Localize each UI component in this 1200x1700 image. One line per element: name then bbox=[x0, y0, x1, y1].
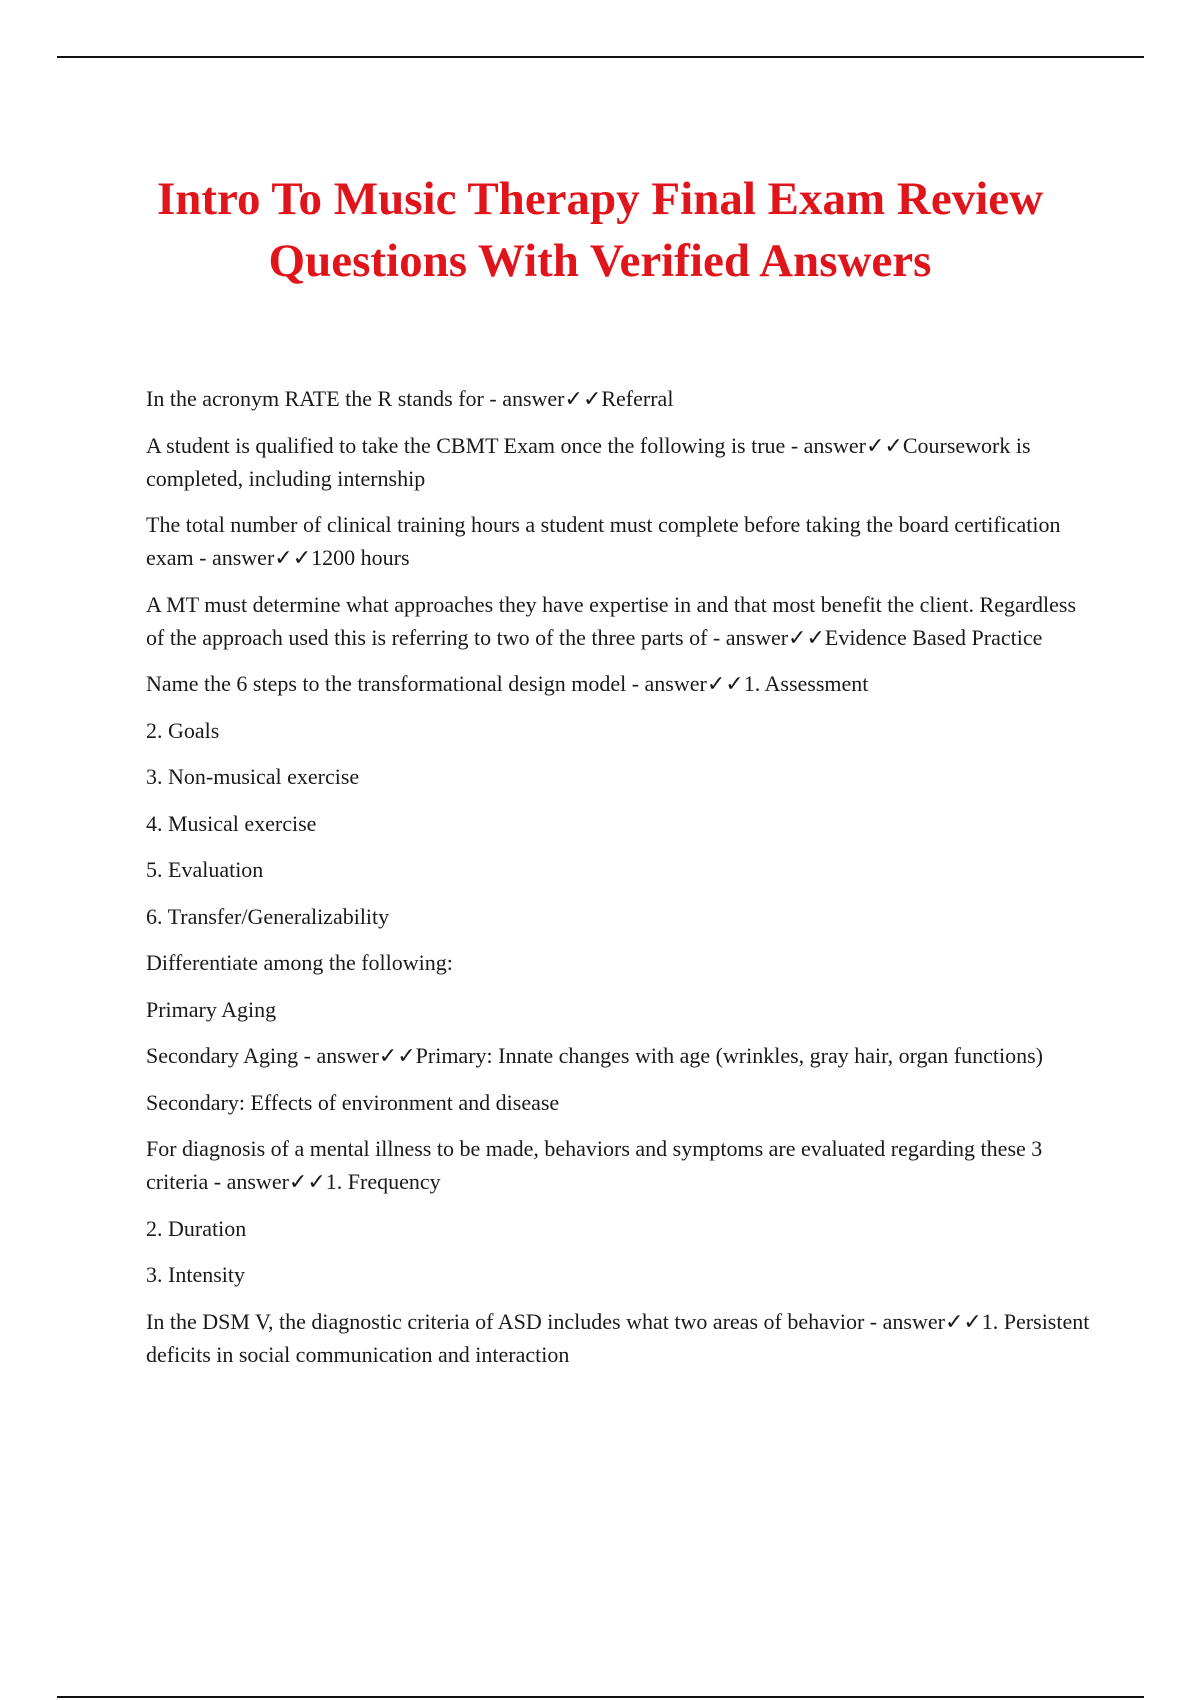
paragraph: A MT must determine what approaches they have expertise in and that most benefit the client. Regardless of the approach used this is referring to two of the three parts of - answer✓✓Evidence Based Practice bbox=[146, 591, 1077, 650]
paragraph: Secondary Aging - answer✓✓Primary: Innate changes with age (wrinkles, gray hair, organ functions) bbox=[146, 1043, 1043, 1068]
title-line-2: Questions With Verified Answers bbox=[268, 235, 932, 287]
paragraph: For diagnosis of a mental illness to be made, behaviors and symptoms are evaluated regarding these 3 criteria - answer✓✓1. Frequency bbox=[146, 1136, 1043, 1194]
paragraph: 3. Non-musical exercise bbox=[146, 764, 360, 789]
paragraph: In the acronym RATE the R stands for - answer✓✓Referral bbox=[146, 386, 674, 411]
paragraph: 5. Evaluation bbox=[146, 857, 264, 882]
paragraph: 2. Goals bbox=[146, 717, 220, 743]
paragraph: Primary Aging bbox=[146, 996, 277, 1022]
paragraph: A student is qualified to take the CBMT Exam once the following is true - answer✓✓Coursework is completed, including internship bbox=[146, 432, 1031, 491]
paragraph: In the DSM V, the diagnostic criteria of ASD includes what two areas of behavior - answer✓✓1. Persistent deficits in social communication and interaction bbox=[146, 1308, 1090, 1367]
paragraph: Secondary: Effects of environment and disease bbox=[146, 1089, 560, 1115]
paragraph: 6. Transfer/Generalizability bbox=[146, 903, 390, 929]
qa-content bbox=[146, 382, 1096, 1384]
document-title bbox=[60, 168, 1140, 292]
header-rule bbox=[57, 56, 1144, 58]
paragraph: 4. Musical exercise bbox=[146, 810, 317, 836]
paragraph: 2. Duration bbox=[146, 1215, 247, 1241]
footer-rule bbox=[57, 1696, 1144, 1698]
title-line-1: Intro To Music Therapy Final Exam Review bbox=[156, 173, 1044, 225]
paragraph: Differentiate among the following: bbox=[146, 950, 453, 975]
paragraph: The total number of clinical training hours a student must complete before taking the board certification exam - answer✓✓1200 hours bbox=[146, 512, 1061, 570]
paragraph: Name the 6 steps to the transformational design model - answer✓✓1. Assessment bbox=[146, 671, 869, 696]
paragraph: 3. Intensity bbox=[146, 1262, 245, 1287]
